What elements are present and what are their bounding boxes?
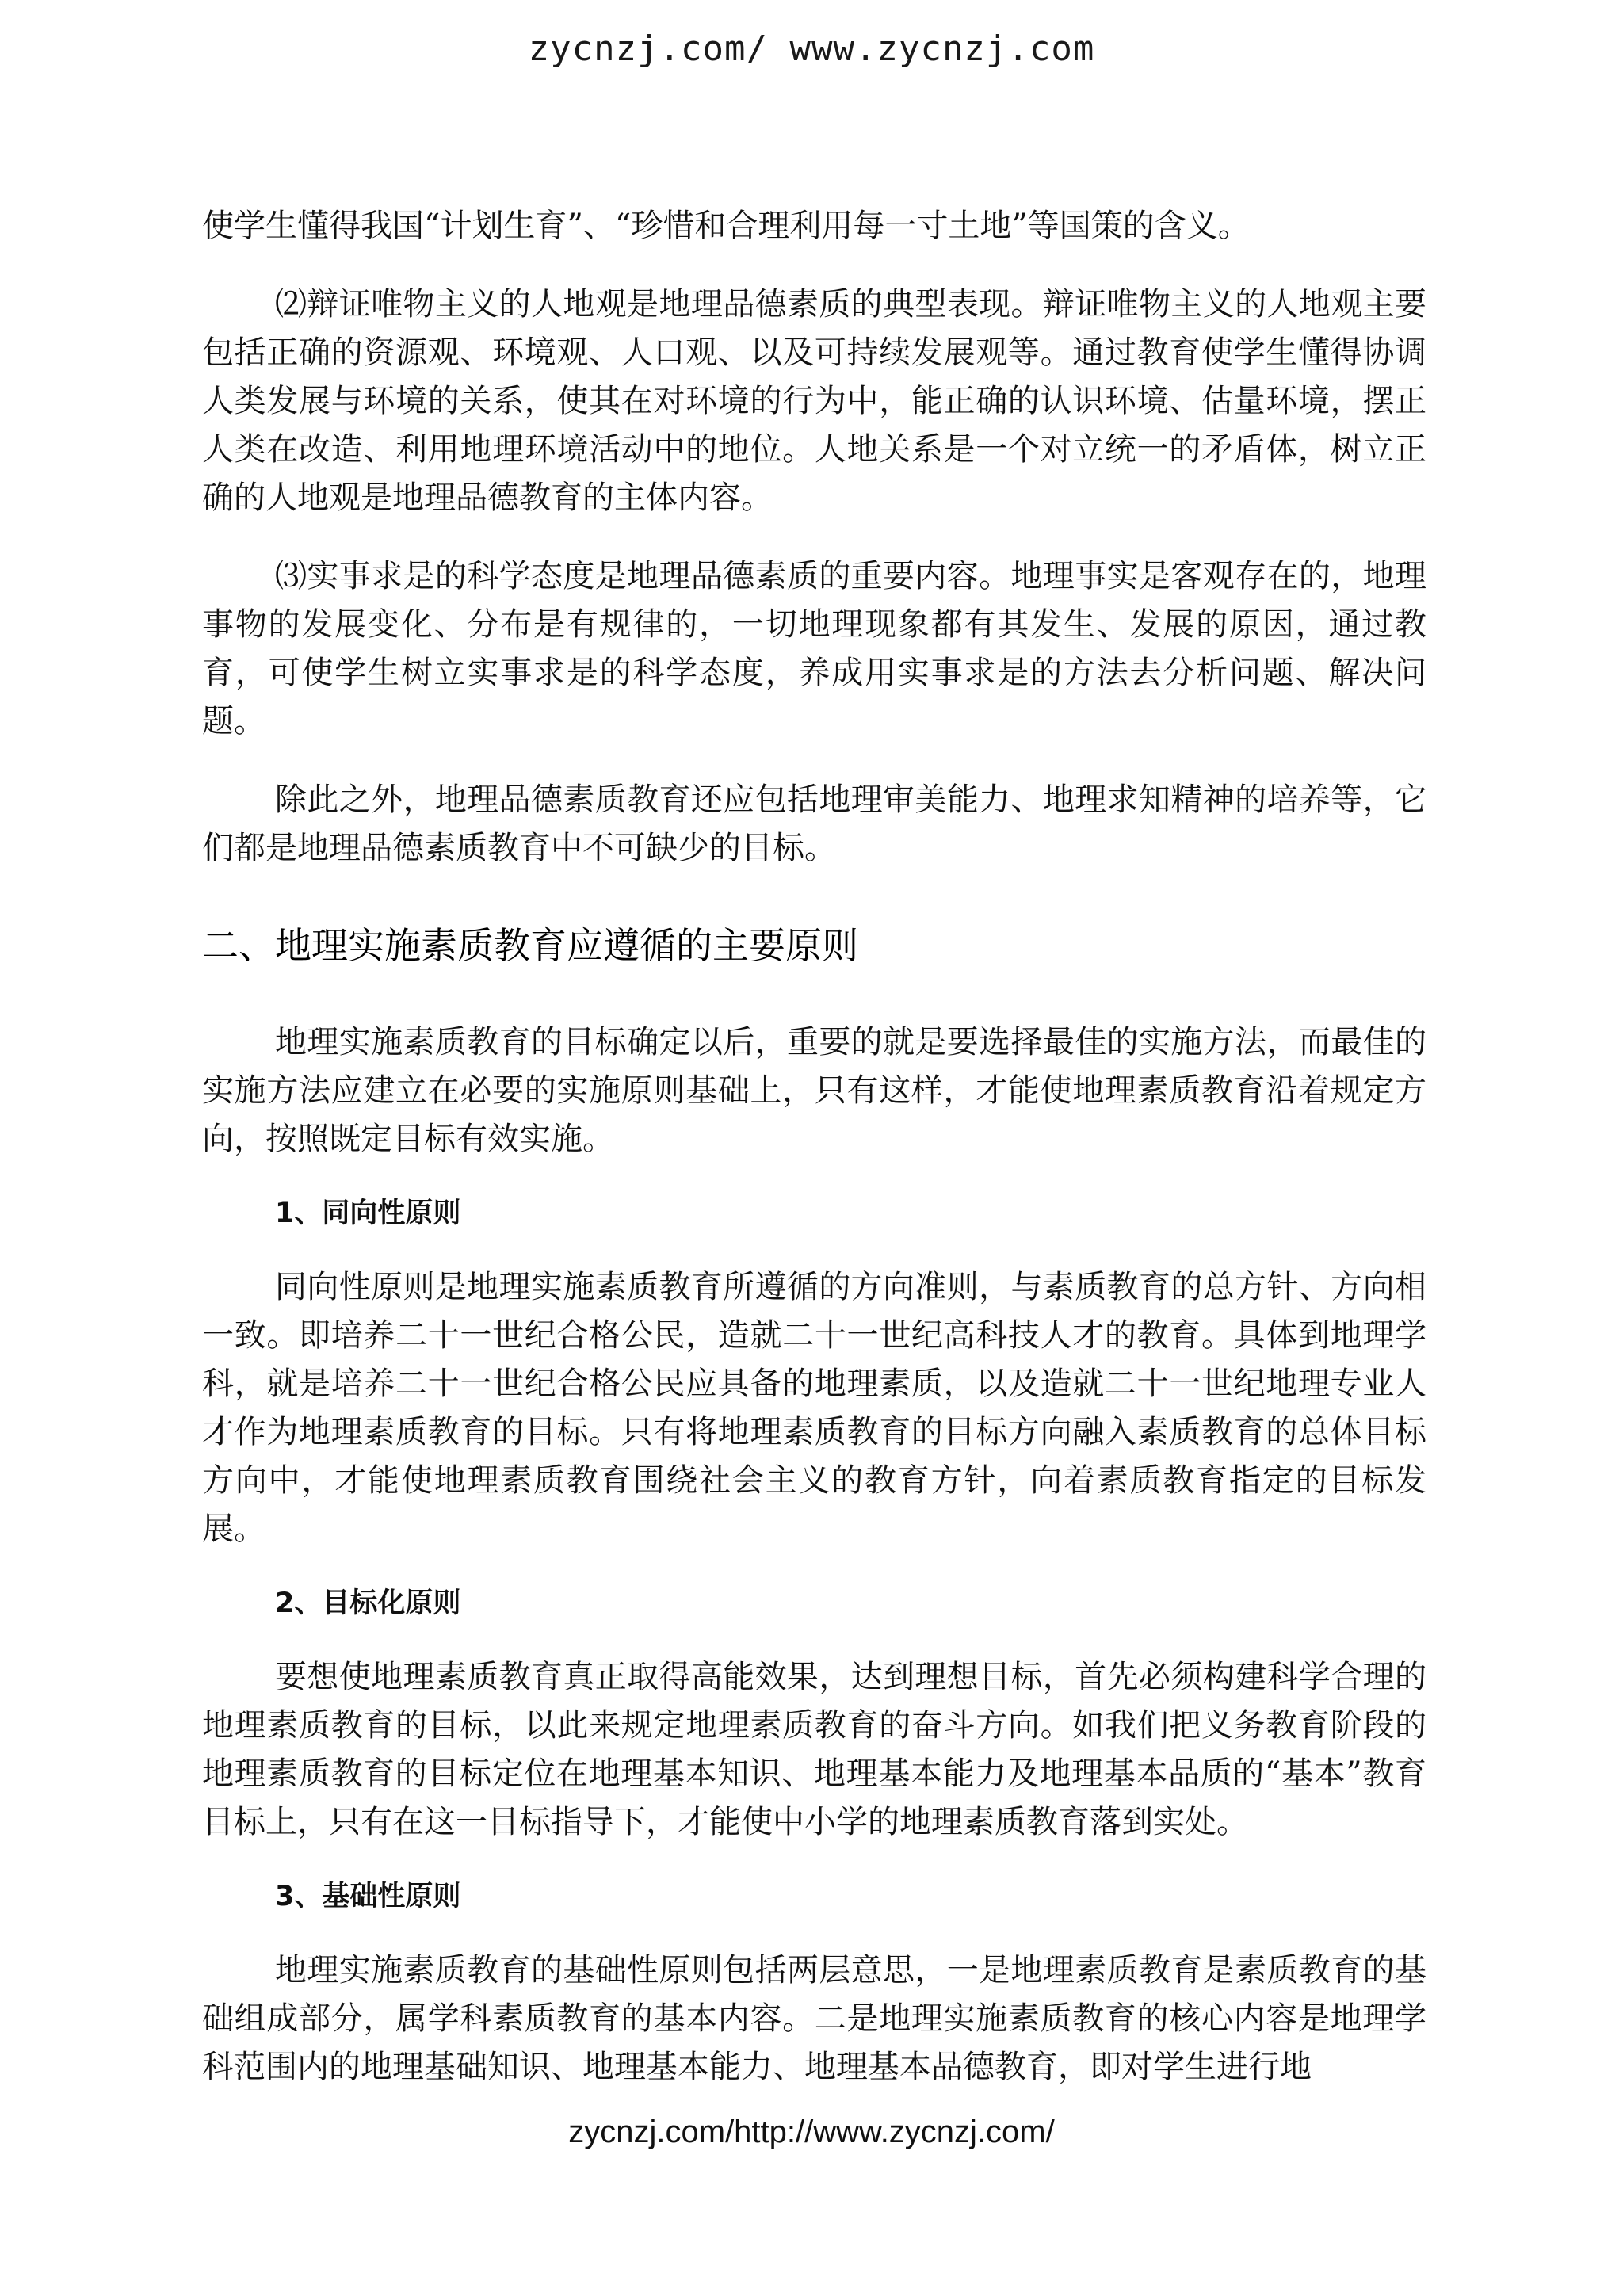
document-body [202,202,1426,2092]
paragraph-additional: 除此之外，地理品德素质教育还应包括地理审美能力、地理求知精神的培养等，它们都是地理品德素质教育中不可缺少的目标。 [202,781,1426,866]
paragraph-principle-2: 要想使地理素质教育真正取得高能效果，达到理想目标，首先必须构建科学合理的地理素质教育的目标，以此来规定地理素质教育的奋斗方向。如我们把义务教育阶段的地理素质教育的目标定位在地理基本知识、地理基本能力及地理基本品质的“基本”教育目标上，只有在这一目标指导下，才能使中小学的地理素质教育落到实处。 [202,1659,1426,1840]
paragraph-item-3: ⑶实事求是的科学态度是地理品德素质的重要内容。地理事实是客观存在的，地理事物的发展变化、分布是有规律的，一切地理现象都有其发生、发展的原因，通过教育，可使学生树立实事求是的科学态度，养成用实事求是的方法去分析问题、解决问题。 [202,558,1426,739]
paragraph-item-2: ⑵辩证唯物主义的人地观是地理品德素质的典型表现。辩证唯物主义的人地观主要包括正确的资源观、环境观、人口观、以及可持续发展观等。通过教育使学生懂得协调人类发展与环境的关系，使其在对环境的行为中，能正确的认识环境、估量环境，摆正人类在改造、利用地理环境活动中的地位。人地关系是一个对立统一的矛盾体，树立正确的人地观是地理品德教育的主体内容。 [202,286,1426,516]
subheading-principle-1: 1、同向性原则 [275,1198,461,1229]
paragraph-intro: 使学生懂得我国“计划生育”、“珍惜和合理利用每一寸土地”等国策的含义。 [202,208,1250,244]
page-footer: zycnzj.com/http://www.zycnzj.com/ [568,2115,1055,2149]
paragraph-principle-3: 地理实施素质教育的基础性原则包括两层意思，一是地理素质教育是素质教育的基础组成部分，属学科素质教育的基本内容。二是地理实施素质教育的核心内容是地理学科范围内的地理基础知识、地理基本能力、地理基本品德教育，即对学生进行地 [202,1952,1426,2085]
section-heading: 二、地理实施素质教育应遵循的主要原则 [202,924,858,967]
paragraph-section-intro: 地理实施素质教育的目标确定以后，重要的就是要选择最佳的实施方法，而最佳的实施方法应建立在必要的实施原则基础上，只有这样，才能使地理素质教育沿着规定方向，按照既定目标有效实施。 [202,1024,1426,1157]
subheading-principle-3: 3、基础性原则 [275,1881,461,1912]
page-header: zycnzj.com/ www.zycnzj.com [528,29,1095,69]
subheading-principle-2: 2、目标化原则 [275,1587,461,1619]
paragraph-principle-1: 同向性原则是地理实施素质教育所遵循的方向准则，与素质教育的总方针、方向相一致。即培养二十一世纪合格公民，造就二十一世纪高科技人才的教育。具体到地理学科，就是培养二十一世纪合格公民应具备的地理素质，以及造就二十一世纪地理专业人才作为地理素质教育的目标。只有将地理素质教育的目标方向融入素质教育的总体目标方向中，才能使地理素质教育围绕社会主义的教育方针，向着素质教育指定的目标发展。 [202,1269,1426,1547]
